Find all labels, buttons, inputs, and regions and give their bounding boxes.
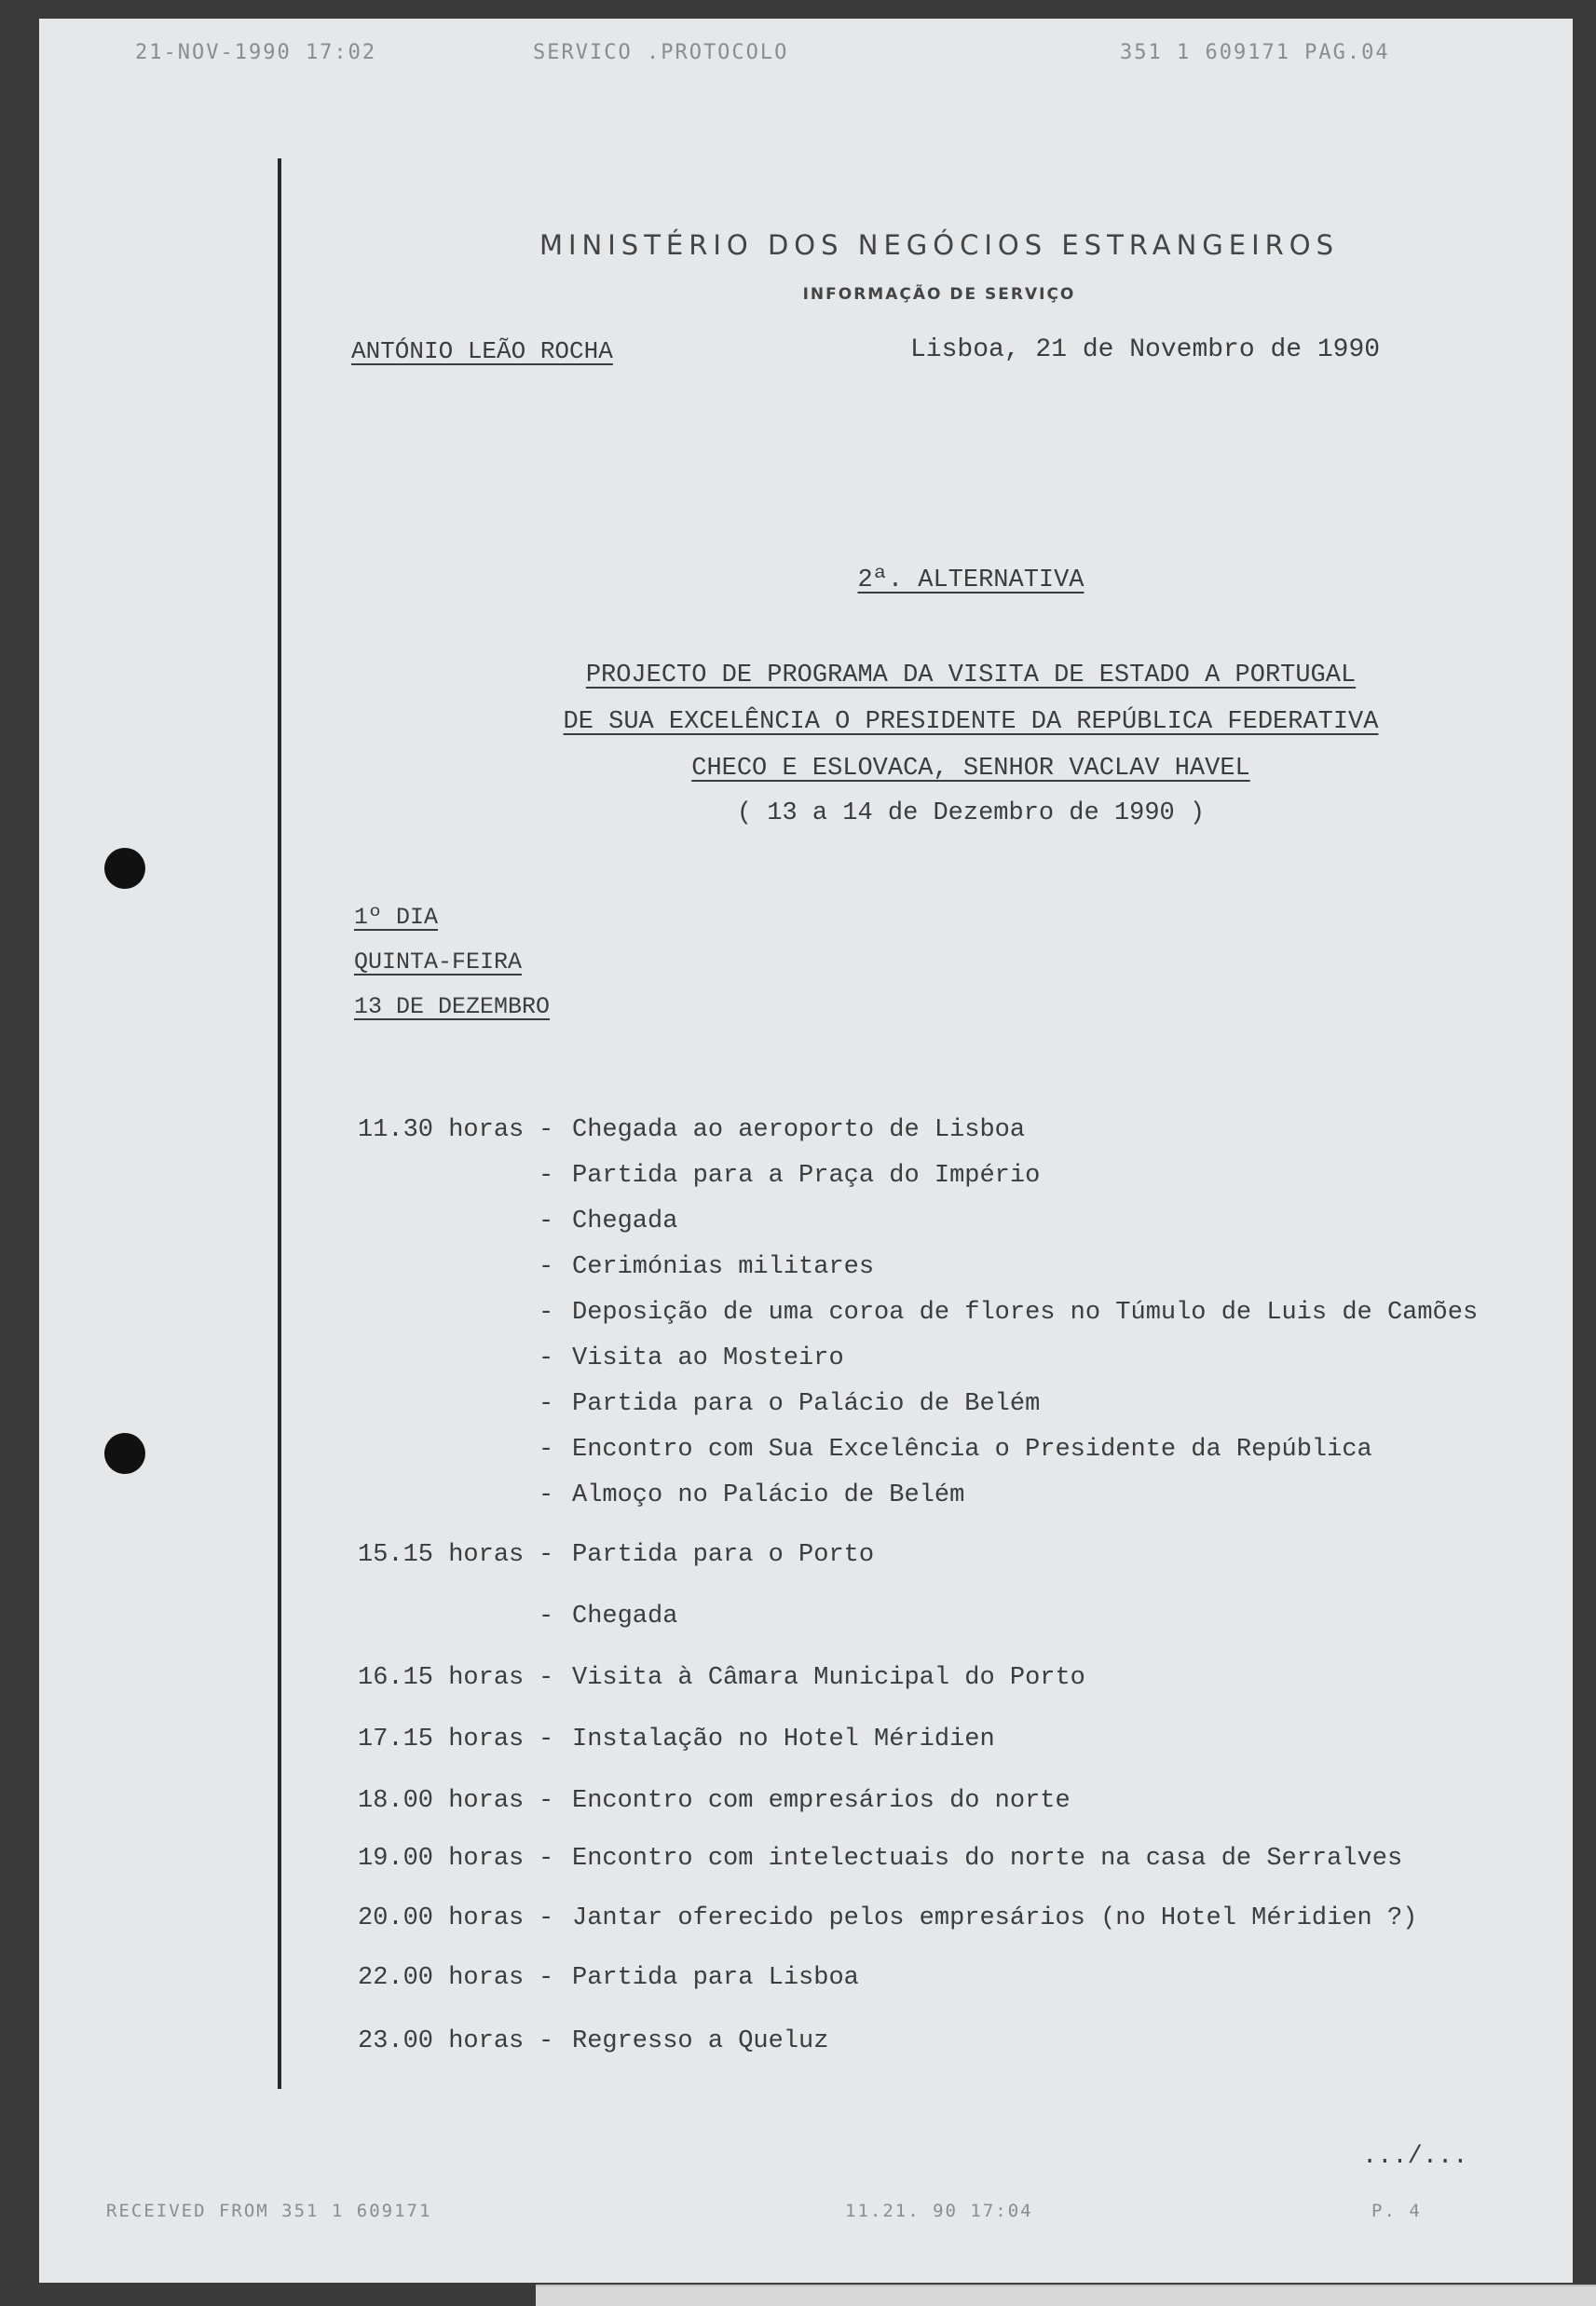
schedule-dash: - [539, 1162, 554, 1190]
fax-header-sender: SERVICO .PROTOCOLO [533, 41, 789, 64]
schedule-item: Jantar oferecido pelos empresários (no Hotel Méridien ?) [572, 1904, 1418, 1932]
day-weekday: QUINTA-FEIRA [354, 948, 523, 976]
schedule-dash: - [539, 1253, 554, 1281]
schedule-dash: - [539, 1208, 554, 1235]
title-line-3: CHECO E ESLOVACA, SENHOR VACLAV HAVEL [691, 755, 1250, 783]
schedule-time: 19.00 horas [358, 1845, 525, 1873]
author-name: ANTÓNIO LEÃO ROCHA [351, 337, 613, 365]
schedule-dash: - [539, 2027, 554, 2055]
schedule-time: 15.15 horas [358, 1541, 525, 1569]
title-line-2: DE SUA EXCELÊNCIA O PRESIDENTE DA REPÚBLICA FEDERATIVA [563, 708, 1379, 736]
schedule-dash: - [539, 1726, 554, 1753]
fax-header-datetime: 21-NOV-1990 17:02 [135, 41, 377, 64]
schedule-item: Partida para o Porto [572, 1541, 875, 1569]
scanner-edge-strip [536, 2285, 1596, 2306]
schedule-item: Chegada ao aeroporto de Lisboa [572, 1116, 1026, 1144]
day-number: 1º DIA [354, 904, 439, 931]
fax-footer-page: P. 4 [1371, 2201, 1422, 2221]
title-line-1: PROJECTO DE PROGRAMA DA VISITA DE ESTADO A PORTUGAL [585, 662, 1357, 689]
schedule-item: Partida para Lisboa [572, 1964, 859, 1992]
schedule-item: Visita à Câmara Municipal do Porto [572, 1664, 1085, 1692]
schedule-dash: - [539, 1436, 554, 1464]
schedule-time: 18.00 horas [358, 1787, 525, 1815]
day-date: 13 DE DEZEMBRO [354, 993, 551, 1020]
schedule-time: 23.00 horas [358, 2027, 525, 2055]
margin-rule [278, 158, 281, 2089]
schedule-time: 16.15 horas [358, 1664, 525, 1692]
letterhead-subtitle: INFORMAÇÃO DE SERVIÇO [802, 285, 1076, 304]
schedule-item: Deposição de uma coroa de flores no Túmulo de Luis de Camões [572, 1299, 1479, 1327]
schedule-dash: - [539, 1964, 554, 1992]
schedule-item: Instalação no Hotel Méridien [572, 1726, 995, 1753]
schedule-item: Visita ao Mosteiro [572, 1344, 844, 1372]
schedule-time: 20.00 horas [358, 1904, 525, 1932]
schedule-item: Cerimónias militares [572, 1253, 875, 1281]
schedule-dash: - [539, 1116, 554, 1144]
schedule-dash: - [539, 1344, 554, 1372]
schedule-dash: - [539, 1603, 554, 1631]
schedule-item: Regresso a Queluz [572, 2027, 829, 2055]
schedule-item: Encontro com empresários do norte [572, 1787, 1071, 1815]
schedule-dash: - [539, 1481, 554, 1509]
schedule-item: Chegada [572, 1603, 678, 1631]
alternative-heading: 2ª. ALTERNATIVA [857, 566, 1084, 594]
schedule-dash: - [539, 1390, 554, 1418]
schedule-item: Almoço no Palácio de Belém [572, 1481, 965, 1509]
schedule-item: Partida para o Palácio de Belém [572, 1390, 1041, 1418]
fax-footer-received: RECEIVED FROM 351 1 609171 [106, 2201, 432, 2221]
fax-footer-timestamp: 11.21. 90 17:04 [845, 2201, 1033, 2221]
fax-header-number-page: 351 1 609171 PAG.04 [1120, 41, 1390, 64]
place-date: Lisboa, 21 de Novembro de 1990 [910, 335, 1381, 364]
schedule-dash: - [539, 1904, 554, 1932]
schedule-dash: - [539, 1664, 554, 1692]
schedule-item: Chegada [572, 1208, 678, 1235]
schedule-item: Partida para a Praça do Império [572, 1162, 1041, 1190]
schedule-item: Encontro com intelectuais do norte na casa de Serralves [572, 1845, 1403, 1873]
punch-hole-bottom [104, 1433, 145, 1474]
ministry-letterhead: MINISTÉRIO DOS NEGÓCIOS ESTRANGEIROS [539, 229, 1340, 261]
schedule-dash: - [539, 1845, 554, 1873]
visit-dates: ( 13 a 14 de Dezembro de 1990 ) [736, 799, 1206, 827]
schedule-time: 11.30 horas [358, 1116, 525, 1144]
document-page [39, 19, 1573, 2283]
schedule-dash: - [539, 1787, 554, 1815]
continuation-mark: .../... [1362, 2143, 1468, 2171]
schedule-item: Encontro com Sua Excelência o Presidente da República [572, 1436, 1372, 1464]
schedule-dash: - [539, 1541, 554, 1569]
punch-hole-top [104, 848, 145, 889]
schedule-dash: - [539, 1299, 554, 1327]
schedule-time: 17.15 horas [358, 1726, 525, 1753]
schedule-time: 22.00 horas [358, 1964, 525, 1992]
